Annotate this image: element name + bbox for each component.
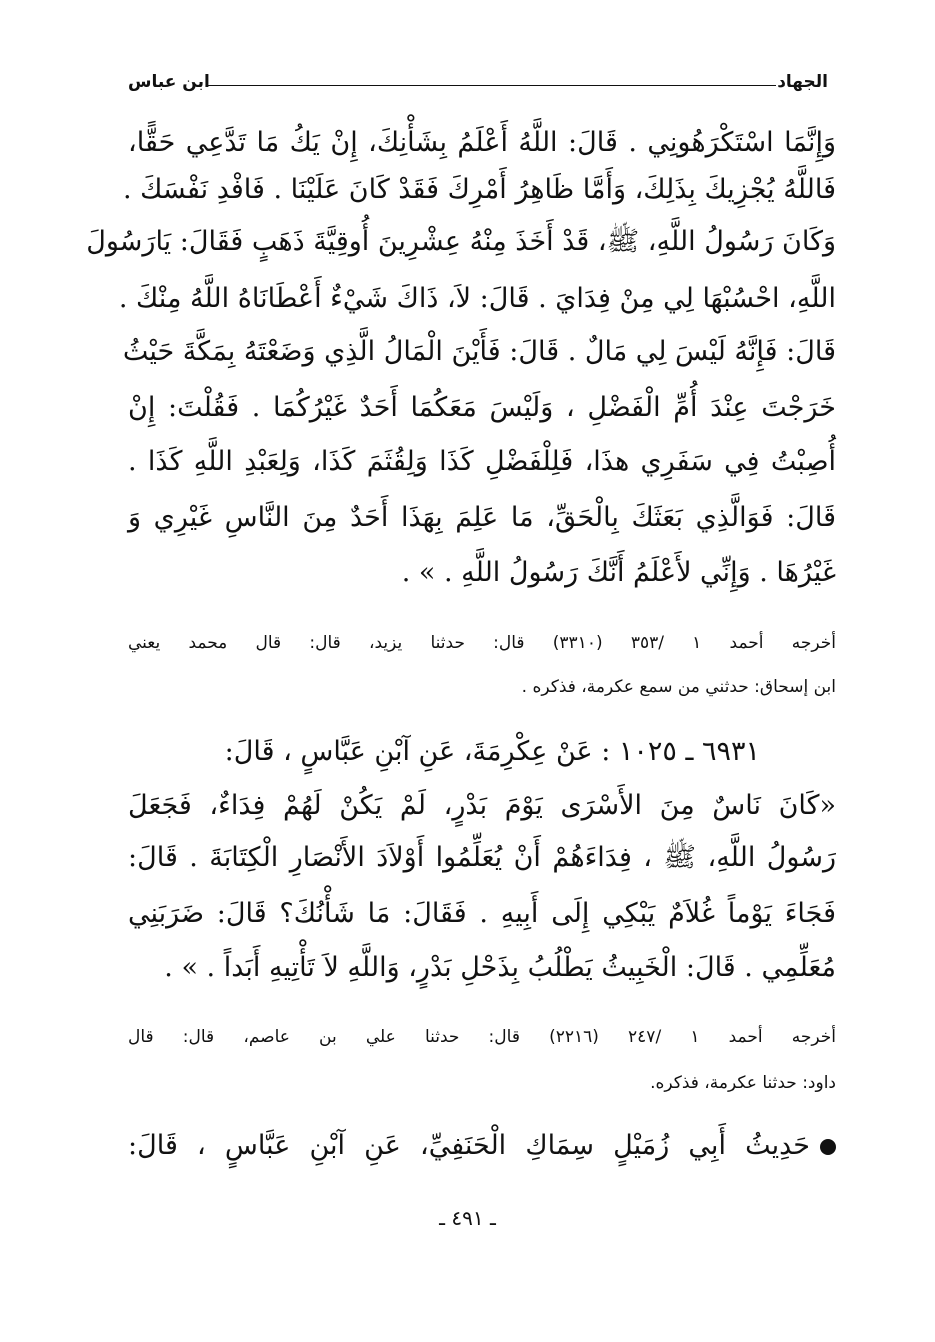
hadith-text-line: فَجَاءَ يَوْماً غُلاَمٌ يَبْكِي إِلَى أَبِيهِ . فَقَالَ: مَا شَأْنُكَ؟ قَالَ: ضَرَبَنِي <box>128 898 836 929</box>
footnote-line: أخرجه أحمد ١ /٢٤٧ (٢٢١٦) قال: حدثنا علي بن عاصم، قال: قال <box>128 1027 836 1047</box>
section-heading: حَدِيثُ أَبِي زُمَيْلٍ سِمَاكِ الْحَنَفِيِّ، عَنِ آبْنِ عَبَّاسٍ ، قَالَ: <box>128 1130 810 1161</box>
hadith-text-line: مُعَلِّمِي . قَالَ: الْخَبِيثُ يَطْلُبُ بِذَحْلِ بَدْرٍ، وَاللَّهِ لاَ تَأْتِيهِ أَبَداً . » . <box>164 952 836 983</box>
footnote-line: أخرجه أحمد ١ /٣٥٣ (٣٣١٠) قال: حدثنا يزيد، قال: قال محمد يعني <box>128 633 836 653</box>
footnote-line: داود: حدثنا عكرمة، فذكره. <box>650 1073 836 1093</box>
running-header <box>128 72 828 96</box>
hadith-text-line: غَيْرُهَا . وَإِنِّي لأَعْلَمُ أَنَّكَ رَسُولُ اللَّهِ . » . <box>401 557 836 588</box>
bullet-icon <box>820 1139 836 1155</box>
section-heading-line <box>128 1126 836 1166</box>
header-chapter-title: الجهاد <box>777 72 828 92</box>
header-section-title: ابن عباس <box>128 72 210 92</box>
hadith-text-line: فَاللَّهُ يُجْزِيكَ بِذَلِكَ، وَأَمَّا ظَاهِرُ أَمْرِكَ فَقَدْ كَانَ عَلَيْنَا . فَافْدِ نَفْسَكَ . <box>122 174 836 205</box>
page-number: ـ ٤٩١ ـ <box>439 1206 496 1230</box>
hadith-text-line: أُصِبْتُ فِي سَفَرِي هذَا، فَلِلْفَضْلِ كَذَا وَلِقُثَمَ كَذَا، وَلِعَبْدِ اللَّهِ كَذَا . <box>128 446 836 477</box>
hadith-text-line: وَإِنَّمَا اسْتَكْرَهُونِي . قَالَ: اللَّهُ أَعْلَمُ بِشَأْنِكَ، إِنْ يَكُ مَا تَدَّعِي حَقًّا، <box>128 127 836 158</box>
footnote-line: ابن إسحاق: حدثني من سمع عكرمة، فذكره . <box>521 677 836 697</box>
hadith-text-line: قَالَ: فَإِنَّهُ لَيْسَ لِي مَالٌ . قَالَ: فَأَيْنَ الْمَالُ الَّذِي وَضَعْتَهُ بِمَكَّةَ حَيْثُ <box>122 336 836 367</box>
header-rule <box>206 85 776 86</box>
hadith-text-line: قَالَ: فَوَالَّذِي بَعَثَكَ بِالْحَقِّ، مَا عَلِمَ بِهَذَا أَحَدٌ مِنَ النَّاسِ غَيْرِي وَ <box>128 502 836 533</box>
hadith-number-line: ٦٩٣١ ـ ١٠٢٥ : عَنْ عِكْرِمَةَ، عَنِ آبْنِ عَبَّاسٍ ، قَالَ: <box>224 736 760 767</box>
hadith-text-line: خَرَجْتَ عِنْدَ أُمِّ الْفَضْلِ ، وَلَيْسَ مَعَكُمَا أَحَدٌ غَيْرُكُمَا . فَقُلْتَ: إِنْ <box>128 392 836 423</box>
hadith-text-line: وَكَانَ رَسُولُ اللَّهِ، ﷺ، قَدْ أَخَذَ مِنْهُ عِشْرِينَ أُوقِيَّةَ ذَهَبٍ فَقَالَ: يَارَسُولَ <box>86 226 836 257</box>
hadith-text-line: «كَانَ نَاسٌ مِنَ الأَسْرَى يَوْمَ بَدْرٍ، لَمْ يَكُنْ لَهُمْ فِدَاءٌ، فَجَعَلَ <box>128 790 836 821</box>
hadith-text-line: رَسُولُ اللَّهِ، ﷺ ، فِدَاءَهُمْ أَنْ يُعَلِّمُوا أَوْلاَدَ الأَنْصَارِ الْكِتَابَةَ . قَالَ: <box>128 842 836 873</box>
hadith-text-line: اللَّهِ، احْسُبْهَا لِي مِنْ فِدَايَ . قَالَ: لاَ، ذَاكَ شَيْءٌ أَعْطَانَاهُ اللَّهُ مِنْكَ . <box>118 283 836 314</box>
